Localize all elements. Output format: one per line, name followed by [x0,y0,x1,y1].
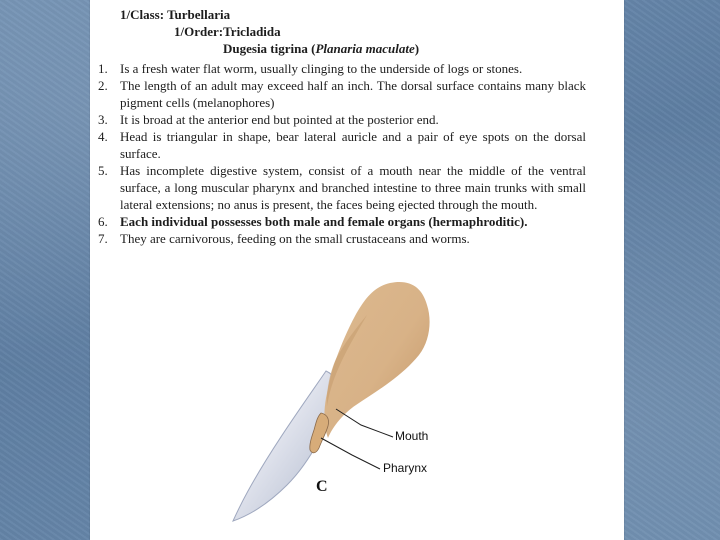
trait-number: 6. [98,214,108,229]
trait-number: 3. [98,112,108,127]
species-close-paren: ) [414,41,420,56]
trait-text: Head is triangular in shape, bear lateral auricle and a pair of eye spots on the dorsal surface. [120,129,586,161]
mouth-label: Mouth [395,429,429,443]
ventral-silver-surface [233,371,338,521]
trait-number: 4. [98,129,108,144]
planaria-illustration [90,0,624,540]
order-heading: 1/Order:Tricladida [174,24,281,39]
pharynx-pointer-line [321,438,380,469]
pharynx-label: Pharynx [383,461,428,475]
trait-number: 1. [98,61,108,76]
species-open-paren: ( [307,41,316,56]
species-alt-name: Planaria maculate [315,41,415,56]
trait-number: 5. [98,163,108,178]
planaria-diagram [90,0,624,540]
trait-text: It is broad at the anterior end but pointed at the posterior end. [120,112,439,127]
trait-text: Each individual possesses both male and female organs (hermaphroditic). [120,214,528,229]
trait-number: 7. [98,231,108,246]
class-heading: 1/Class: Turbellaria [120,7,231,22]
trait-text: Has incomplete digestive system, consist of a mouth near the middle of the ventral surface, a long muscular pharynx and branched intestine to three main trunks with small lateral extensions; no anus is present, the faces being ejected through the mouth. [120,163,586,212]
trait-text: They are carnivorous, feeding on the small crustaceans and worms. [120,231,470,246]
content-slide [90,0,624,540]
species-name: Dugesia tigrina [223,41,308,56]
trait-number: 2. [98,78,108,93]
trait-text: Is a fresh water flat worm, usually clinging to the underside of logs or stones. [120,61,523,76]
trait-text: The length of an adult may exceed half an inch. The dorsal surface contains many black pigment cells (melanophores) [120,78,586,110]
panel-label-c: C [316,478,328,495]
